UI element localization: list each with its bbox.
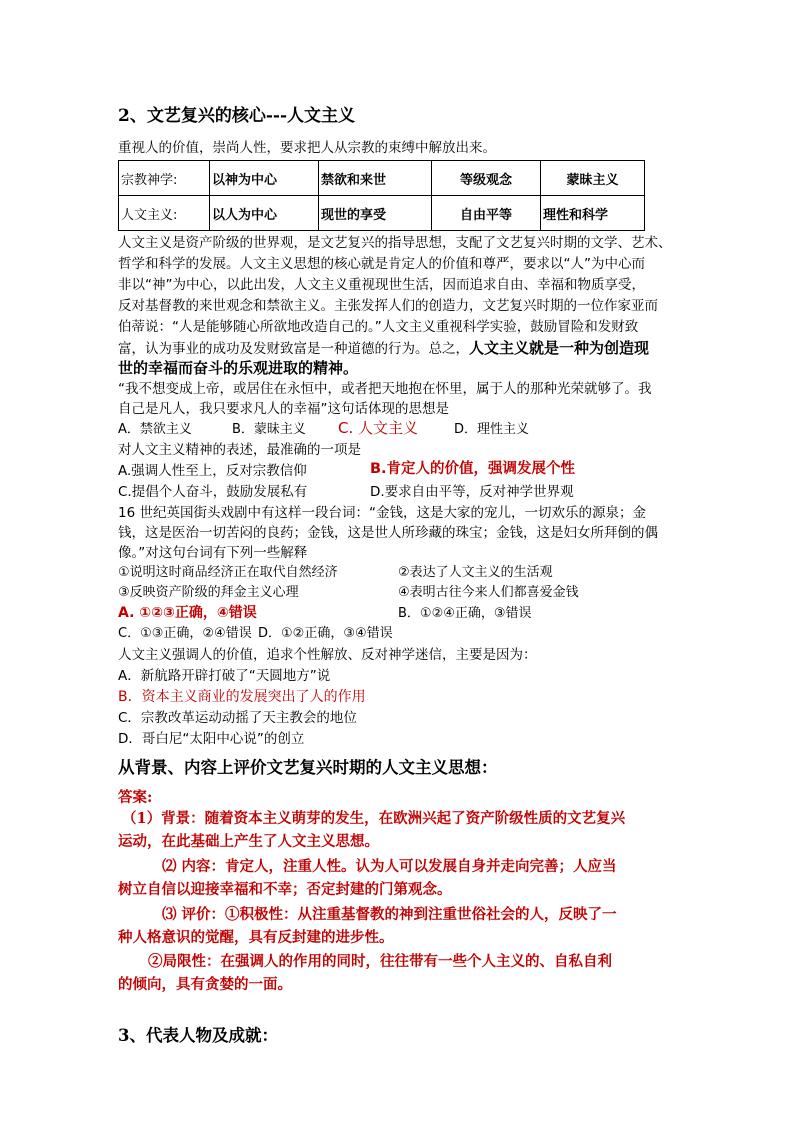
q3-statement-3: ③反映资产阶级的拜金主义心理 [118,585,299,600]
paragraph-line: 哲学和科学的发展。人文主义思想的核心就是肯定人的价值和尊严，要求以“人”为中心而 [118,256,645,272]
table-row [119,161,645,196]
q3-option-d: D．①②正确，③④错误 [258,626,393,641]
q4-option-b: B．资本主义商业的发展突出了人的作用 [118,689,366,705]
answer-line: （1）背景：随着资本主义萌芽的发生，在欧洲兴起了资产阶级性质的文艺复兴 [122,810,626,827]
q2-option-c: C.提倡个人奋斗，鼓励发展私有 [118,484,308,500]
answer-line: ⑵ 内容：肯定人，注重人性。认为人可以发展自身并走向完善；人应当 [162,858,617,875]
answer-line: ②局限性：在强调人的作用的同时，往往带有一些个人主义的、自私自利 [148,953,612,970]
q1-option-d: D．理性主义 [454,422,530,437]
answer-label: 答案: [118,789,153,806]
q3-stem: 钱，这是医治一切苦闷的良药；金钱，这是世人所珍藏的珠宝；金钱，这是妇女所拜倒的偶 [118,525,658,541]
table-row [119,196,645,231]
table-cell: 禁欲和来世 [319,161,432,196]
section-2-title: 2、文艺复兴的核心---人文主义 [118,106,355,126]
q1-option-b: B．蒙昧主义 [232,422,306,437]
q4-option-c: C．宗教改革运动动摇了天主教会的地位 [118,710,357,726]
answer-line: 的倾向，具有贪婪的一面。 [118,976,292,993]
section-3-title: 3、代表人物及成就： [118,1026,278,1045]
paragraph-line: 反对基督教的来世观念和禁欲主义。主张发挥人们的创造力，文艺复兴时期的一位作家亚而 [118,298,658,314]
q3-option-a: A. ①②③正确，④错误 [118,605,257,621]
table-cell: 等级观念 [432,161,541,196]
paragraph-emphasis: 人文主义就是一种为创造现 [469,339,650,357]
paragraph-text: 富，认为事业的成功及发财致富是一种道德的行为。总之， [118,341,469,357]
q4-option-d: D．哥白尼“太阳中心说”的创立 [118,731,305,747]
q4-option-a: A．新航路开辟打破了“天圆地方”说 [118,668,331,684]
q4-stem: 人文主义强调人的价值，追求个性解放、反对神学迷信，主要是因为： [118,647,537,663]
q1-stem: “我不想变成上帝，或居住在永恒中，或者把天地抱在怀里，属于人的那种光荣就够了。我 [118,381,652,397]
q2-option-a: A.强调人性至上，反对宗教信仰 [118,463,307,479]
q2-option-b: B.肯定人的价值，强调发展个性 [370,461,576,477]
comparison-table [118,160,645,231]
q2-option-d: D.要求自由平等，反对神学世界观 [370,484,574,500]
answer-line: 树立自信以迎接幸福和不幸；否定封建的门第观念。 [118,881,452,898]
table-cell: 蒙昧主义 [541,161,645,196]
q3-statement-1: ①说明这时商品经济正在取代自然经济 [118,565,338,580]
q3-option-c: C．①③正确，②④错误 [118,626,252,641]
table-cell: 以神为中心 [210,161,319,196]
row-head: 宗教神学: [119,161,210,196]
answer-line: 运动，在此基础上产生了人文主义思想。 [118,833,379,850]
intro-text: 重视人的价值，崇尚人性，要求把人从宗教的束缚中解放出来。 [118,140,496,156]
q2-stem: 对人文主义精神的表述，最准确的一项是 [118,442,361,458]
paragraph-line: 人文主义是资产阶级的世界观，是文艺复兴的指导思想，支配了文艺复兴时期的文学、艺术、 [118,235,672,251]
row-head: 人文主义: [119,196,210,231]
table-cell: 理性和科学 [541,196,645,231]
q1-stem: 自己是凡人，我只要求凡人的幸福”这句话体现的思想是 [118,401,449,417]
table-cell: 自由平等 [432,196,541,231]
paragraph-line: 非以“神”为中心，以此出发，人文主义重视现世生活，因而追求自由、幸福和物质享受， [118,277,645,293]
q3-option-b: B．①②④正确，③错误 [398,606,532,621]
table-cell: 以人为中心 [210,196,319,231]
q1-option-c: C. 人文主义 [338,419,419,437]
paragraph-line: 伯蒂说：“人是能够随心所欲地改造自己的。”人文主义重视科学实验，鼓励冒险和发财致 [118,319,639,335]
answer-line: 种人格意识的觉醒，具有反封建的进步性。 [118,929,394,946]
q3-stem: 16 世纪英国街头戏剧中有这样一段台词：“金钱，这是大家的宠儿，一切欢乐的源泉；金 [118,505,646,521]
evaluation-question-title: 从背景、内容上评价文艺复兴时期的人文主义思想： [118,758,498,777]
paragraph-emphasis: 世的幸福而奋斗的乐观进取的精神。 [118,359,359,377]
q1-option-a: A．禁欲主义 [118,422,192,437]
answer-line: ⑶ 评价：①积极性：从注重基督教的神到注重世俗社会的人，反映了一 [162,906,617,923]
paragraph-line [118,338,649,359]
q3-statement-4: ④表明古往今来人们都喜爱金钱 [398,585,579,600]
q3-stem: 像。”对这句台词有下列一些解释 [118,545,308,561]
table-cell: 现世的享受 [319,196,432,231]
q3-statement-2: ②表达了人文主义的生活观 [398,565,553,580]
